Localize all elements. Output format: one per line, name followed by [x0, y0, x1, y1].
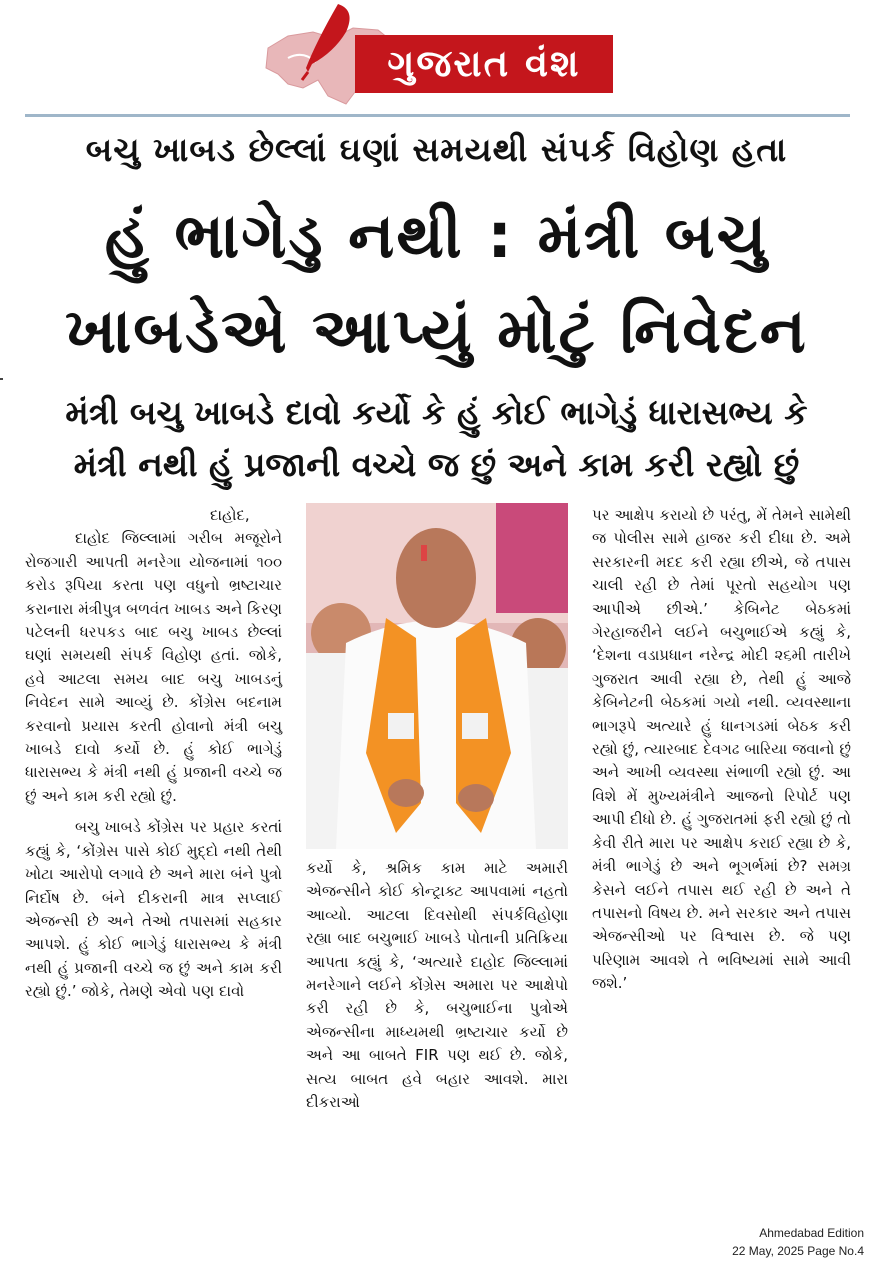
- quill-pen-icon: [290, 2, 360, 82]
- article-column-3: [592, 504, 851, 996]
- headline-line-1: હું ભાગેડુ નથી : મંત્રી બચુ: [104, 199, 769, 272]
- headline-line-2: ખાબડેએ આપ્યું મોટું નિવેદન: [65, 294, 808, 367]
- subhead-line-1: મંત્રી બચુ ખાબડે દાવો કર્યો કે હું કોઈ ભાગેડું ધારાસભ્ય કે: [65, 393, 808, 432]
- minister-photo-illustration: [306, 503, 568, 849]
- kicker: બચુ ખાબડ છેલ્લાં ઘણાં સમયથી સંપર્ક વિહોણ હતા: [85, 130, 788, 169]
- article-paragraph: પર આક્ષેપ કરાયો છે પરંતુ, મેં તેમને સામેથી જ પોલીસ સામે હાજર કરી દીધા છે. અમે સરકારની મદદ કરી રહ્યા છીએ, જે તપાસ ચાલી રહી છે તેમાં પૂરતો સહયોગ પણ આપીએ છીએ.’ કેબિનેટ બેઠકમાં ગેરહાજરીને લઈને બચુભાઈએ કહ્યું કે, ‘દેશના વડાપ્રધાન નરેન્દ્ર મોદી ૨૬મી તારીખે ગુજરાત આવી રહ્યા છે, તેથી હું આજે કેબિનેટની બેઠકમાં ગયો નથી. વ્યવસ્થાના ભાગરૂપે અત્યારે હું ધાનગડમાં બેઠક કરી રહ્યો છું, ત્યારબાદ દેવગઢ બારિયા જવાનો છું અને આખી વ્યવસ્થા સંભાળી રહ્યો છું. આ વિશે મેં મુખ્યમંત્રીને આજનો રિપોર્ટ પણ આપી દીધો છે. હું ગુજરાતમાં ફરી રહ્યો છું તો કેવી રીતે મારા પર આક્ષેપ કરાઈ રહ્યા છે કે, મંત્રી ભાગેડું છે અને ભૂગર્ભમાં છે? સમગ્ર કેસને લઈને તપાસ થઈ રહી છે અને તે તપાસનો વિષય છે. મને સરકાર અને તપાસ એજન્સીઓ પર વિશ્વાસ છે. જે પણ પરિણામ આવશે તે ભવિષ્યમાં સામે આવી જશે.’: [592, 506, 851, 993]
- article-paragraph: બચુ ખાબડે કોંગ્રેસ પર પ્રહાર કરતાં કહ્યું કે, ‘કોંગ્રેસ પાસે કોઈ મુદ્દો નથી તેથી ખોટા આરોપો લગાવે છે અને મારા બંને પુત્રો નિર્દોષ છે. બંને દીકરાની માત્ર સપ્લાઈ એજન્સી છે અને તેઓ તપાસમાં સહકાર આપશે. હું કોઈ ભાગેડું ધારાસભ્ય કે મંત્રી નથી હું પ્રજાની વચ્ચે જ છું અને કામ કરી રહ્યો છું.’ જોકે, તેમણે એવો પણ દાવો: [25, 818, 282, 1001]
- date-page: 22 May, 2025 Page No.4: [732, 1244, 864, 1258]
- logo-text: ગુજરાત વંશ: [355, 35, 613, 93]
- masthead: [0, 0, 873, 110]
- dateline: દાહોદ,: [210, 506, 250, 524]
- article-column-1: [25, 504, 282, 1004]
- header-divider: [25, 114, 850, 117]
- margin-mark: [0, 378, 3, 380]
- minister-photo: [306, 503, 568, 849]
- article-column-2: [306, 857, 568, 1114]
- edition-info: [732, 1224, 864, 1260]
- article-paragraph: કર્યો કે, શ્રમિક કામ માટે અમારી એજન્સીને કોઈ કોન્ટ્રાક્ટ આપવામાં નહતો આવ્યો. આટલા દિવસોથી સંપર્કવિહોણા રહ્યા બાદ બચુભાઈ ખાબડે પોતાની પ્રતિક્રિયા આપતા કહ્યું કે, ‘અત્યારે દાહોદ જિલ્લામાં મનરેગાને લઈને કોંગ્રેસ અમારા પર આક્ષેપો કરી રહી છે કે, બચુભાઈના પુત્રોએ એજન્સીના માધ્યમથી ભ્રષ્ટાચાર કર્યો છે અને આ બાબતે FIR પણ થઈ છે. જોકે, સત્ય બાબત હવે બહાર આવશે. મારા દીકરાઓ: [306, 859, 568, 1112]
- subhead-line-2: મંત્રી નથી હું પ્રજાની વચ્ચે જ છું અને કામ કરી રહ્યો છું: [73, 445, 800, 484]
- article-paragraph: દાહોદ જિલ્લામાં ગરીબ મજૂરોને રોજગારી આપતી મનરેગા યોજનામાં ૧૦૦ કરોડ રૂપિયા કરતા પણ વધુનો ભ્રષ્ટાચાર કરાનારા મંત્રીપુત્ર બળવંત ખાબડ અને કિરણ પટેલની ધરપકડ બાદ બચુ ખાબડ છેલ્લાં ઘણાં સમયથી સંપર્ક વિહોણ હતાં. જોકે, હવે આટલા સમય બાદ બચુ ખાબડનું નિવેદન સામે આવ્યું છે. કોંગ્રેસ બદનામ કરવાનો પ્રયાસ કરતી હોવાનો મંત્રી બચુ ખાબડે દાવો કર્યો છે. હું કોઈ ભાગેડું ધારાસભ્ય કે મંત્રી નથી હું પ્રજાની વચ્ચે જ છું અને કામ કરી રહ્યો છું.: [25, 529, 282, 805]
- edition-name: Ahmedabad Edition: [759, 1226, 864, 1240]
